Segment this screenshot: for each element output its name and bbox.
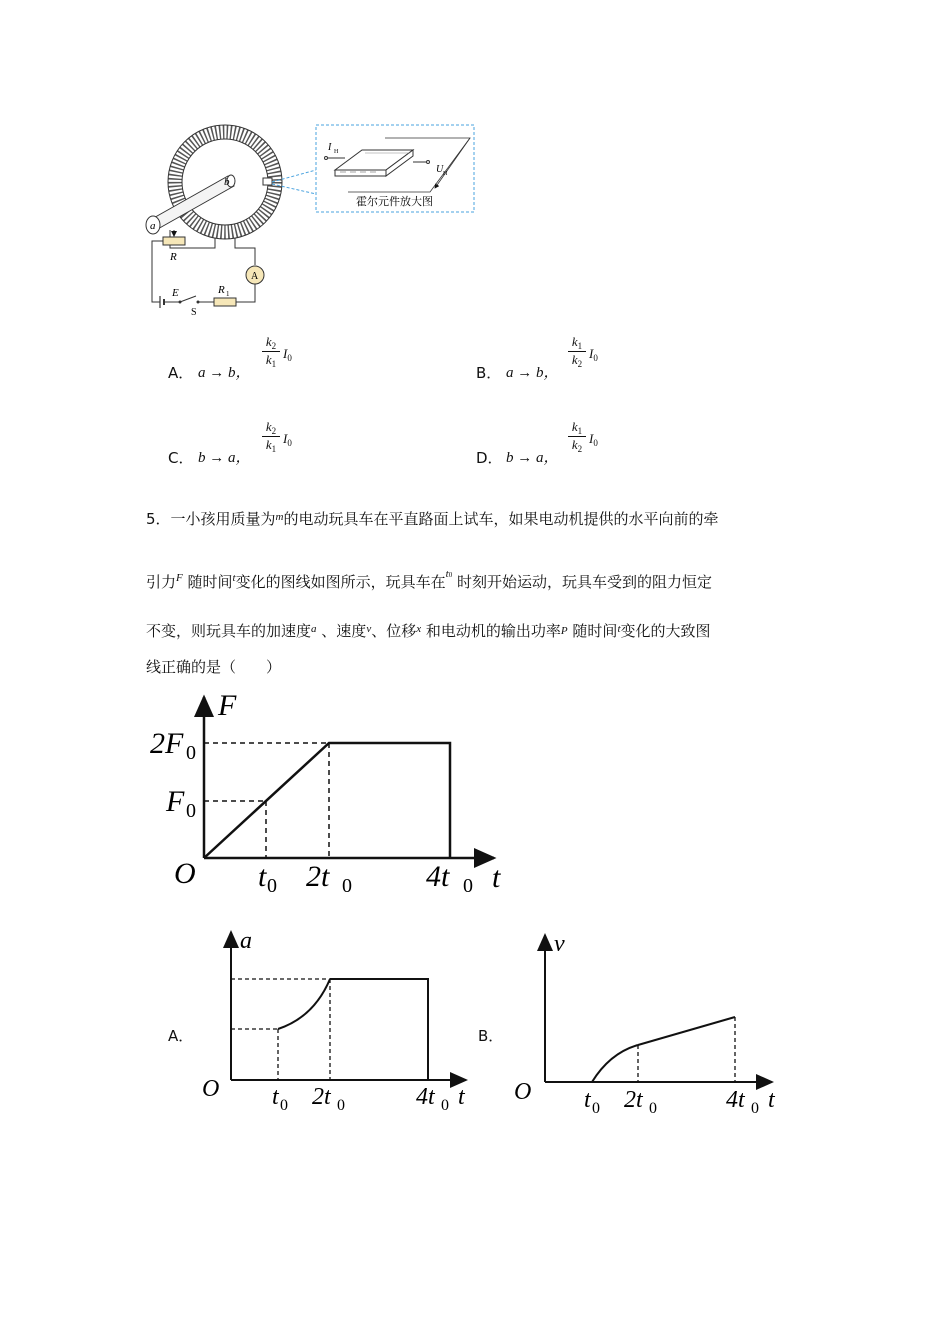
option-letter: C． [168,449,194,467]
option-B-letter: B． [478,1027,504,1045]
x-tick-t0: t [258,860,267,893]
x-tick-t0-sub: 0 [592,1100,600,1117]
y-tick-2F0-sub: 0 [186,742,196,764]
origin-label: O [202,1076,220,1102]
x-tick-4t0: 4t [726,1087,745,1113]
q5-line-2: 引力$^F$ 随时间$^t$变化的图线如图所示，玩具车在$^{t0}$ 时刻开始运动，玩具车受到的阻力恒定 [146,568,712,591]
x-tick-4t0-sub: 0 [441,1097,449,1114]
option-fraction: $k_1$ $k_2$ [568,334,586,369]
label-a: a [150,220,156,232]
label-IH-sub: H [334,149,339,155]
x-tick-4t0: 4t [416,1084,435,1110]
graph-F-t [140,685,520,905]
origin-label: O [514,1079,532,1105]
label-E: E [172,287,179,299]
option-fraction: $k_2$ $k_1$ [262,419,280,454]
x-tick-4t0: 4t [426,860,450,893]
conductor-rod [150,176,234,230]
x-axis-label: t [458,1084,465,1110]
option-A-graph[interactable] [196,922,486,1122]
y-tick-F0: F [166,785,185,818]
q5-line-1: 5．一小孩用质量为$^m$的电动玩具车在平直路面上试车，如果电动机提供的水平向前的牵 [146,510,719,528]
x-tick-4t0-sub: 0 [751,1100,759,1117]
velocity-curve [592,1045,638,1082]
label-UH-sub: H [443,171,448,177]
x-tick-2t0: 2t [624,1087,643,1113]
x-tick-2t0: 2t [306,860,330,893]
x-tick-2t0: 2t [312,1084,331,1110]
option-current: $I_0$ [589,431,598,448]
option-letter: D． [476,449,503,467]
option-direction: a → b， [506,365,559,381]
x-tick-t0: t [272,1084,279,1110]
option-D-q4[interactable] [476,419,676,479]
x-axis-label: t [492,861,501,894]
q5-line-4: 线正确的是（ ） [146,658,282,676]
acceleration-curve [278,979,330,1029]
label-R1-sub: 1 [226,290,230,298]
option-letter: B． [476,364,502,382]
option-current: $I_0$ [283,431,292,448]
option-C-q4[interactable] [168,419,368,479]
x-tick-t0-sub: 0 [267,875,277,897]
y-tick-F0-sub: 0 [186,800,196,822]
option-B-q4[interactable] [476,334,676,394]
origin-label: O [174,857,196,890]
hall-caption: 霍尔元件放大图 [356,196,433,208]
y-axis-label: F [218,689,237,722]
x-axis-label: t [768,1087,775,1113]
y-tick-2F0: 2F [150,727,184,760]
acceleration-plateau [330,979,428,1080]
option-fraction: $k_2$ $k_1$ [262,334,280,369]
x-tick-2t0-sub: 0 [342,875,352,897]
resistor-R1 [214,298,236,306]
option-direction: b → a， [506,450,559,466]
x-tick-2t0-sub: 0 [337,1097,345,1114]
circuit-diagram [130,110,490,320]
y-axis-label: v [554,931,565,957]
option-direction: b → a， [198,450,251,466]
hall-element-small [263,178,272,185]
q5-line-3: 不变，则玩具车的加速度$^a$ 、速度$^v$、位移$^x$ 和电动机的输出功率P 随时间$^t$变化的大致图 [146,622,711,640]
option-current: $I_0$ [283,346,292,363]
label-A: A [251,271,259,282]
option-letter: A． [168,364,194,382]
x-tick-2t0-sub: 0 [649,1100,657,1117]
x-tick-t0-sub: 0 [280,1097,288,1114]
label-b: b [224,176,230,188]
rheostat [163,237,185,245]
x-tick-t0: t [584,1087,591,1113]
y-axis-label: a [240,928,252,954]
option-fraction: $k_1$ $k_2$ [568,419,586,454]
label-IH: I [328,142,332,153]
label-S: S [191,307,197,318]
label-R: R [170,251,177,263]
option-current: $I_0$ [589,346,598,363]
option-A-letter: A． [168,1027,194,1045]
x-tick-4t0-sub: 0 [463,875,473,897]
option-direction: a → b， [198,365,251,381]
label-R1: R [218,284,225,296]
option-B-graph[interactable] [510,925,800,1125]
option-A-q4[interactable] [168,334,368,394]
circuit-figure [130,110,490,320]
velocity-line [638,1017,735,1045]
label-UH: U [436,164,444,175]
